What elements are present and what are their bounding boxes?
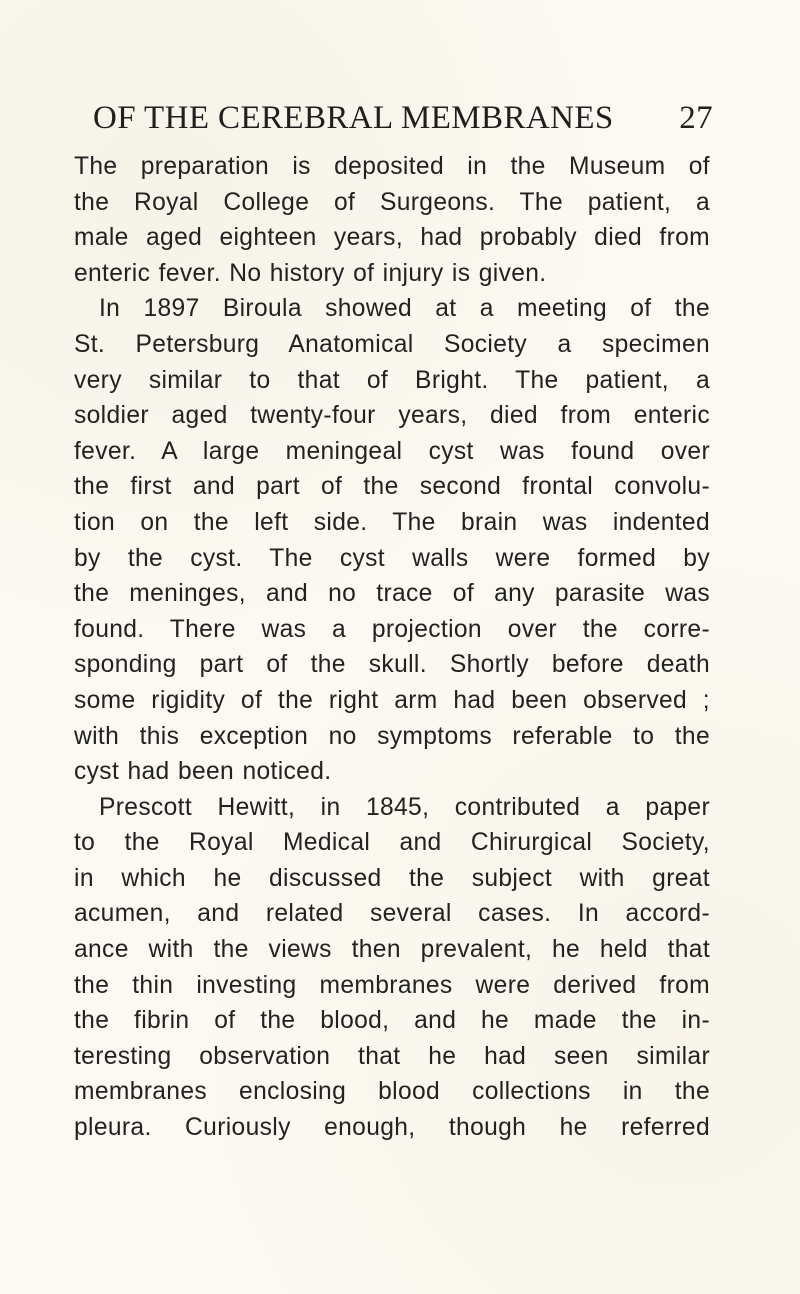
text-line: teresting observation that he had seen similar	[74, 1042, 710, 1070]
body-text	[74, 149, 710, 1146]
page-number: 27	[679, 100, 713, 136]
text-line: the first and part of the second frontal convolu-	[74, 473, 710, 501]
text-line: pleura. Curiously enough, though he referred	[74, 1114, 710, 1142]
running-head	[93, 96, 713, 140]
text-line: membranes enclosing blood collections in the	[74, 1078, 710, 1106]
text-line: some rigidity of the right arm had been observed ;	[74, 686, 710, 714]
text-line: soldier aged twenty-four years, died from enteric	[74, 402, 710, 430]
text-line: by the cyst. The cyst walls were formed by	[74, 544, 710, 572]
text-line: the thin investing membranes were derived from	[74, 971, 710, 999]
text-line: male aged eighteen years, had probably died from	[74, 224, 710, 252]
text-line: sponding part of the skull. Shortly before death	[74, 651, 710, 679]
text-line: the fibrin of the blood, and he made the in-	[74, 1007, 710, 1035]
text-line: Prescott Hewitt, in 1845, contributed a paper	[99, 793, 710, 821]
text-line: St. Petersburg Anatomical Society a specimen	[74, 330, 710, 358]
text-line: in which he discussed the subject with great	[74, 864, 710, 892]
text-line: tion on the left side. The brain was indented	[74, 508, 710, 536]
text-line: the meninges, and no trace of any parasite was	[74, 580, 710, 608]
running-title: OF THE CEREBRAL MEMBRANES	[93, 100, 614, 136]
text-line: the Royal College of Surgeons. The patient, a	[74, 188, 710, 216]
text-line: enteric fever. No history of injury is given.	[74, 259, 547, 287]
text-line: with this exception no symptoms referable to the	[74, 722, 710, 750]
text-line: to the Royal Medical and Chirurgical Society,	[74, 829, 710, 857]
text-line: fever. A large meningeal cyst was found over	[74, 437, 710, 465]
text-line: found. There was a projection over the corre-	[74, 615, 710, 643]
text-line: ance with the views then prevalent, he held that	[74, 936, 710, 964]
text-line: very similar to that of Bright. The patient, a	[74, 366, 710, 394]
text-line: cyst had been noticed.	[74, 758, 332, 786]
text-line: In 1897 Biroula showed at a meeting of the	[99, 295, 710, 323]
text-line: The preparation is deposited in the Museum of	[74, 153, 710, 180]
text-line: acumen, and related several cases. In accord-	[74, 900, 710, 928]
